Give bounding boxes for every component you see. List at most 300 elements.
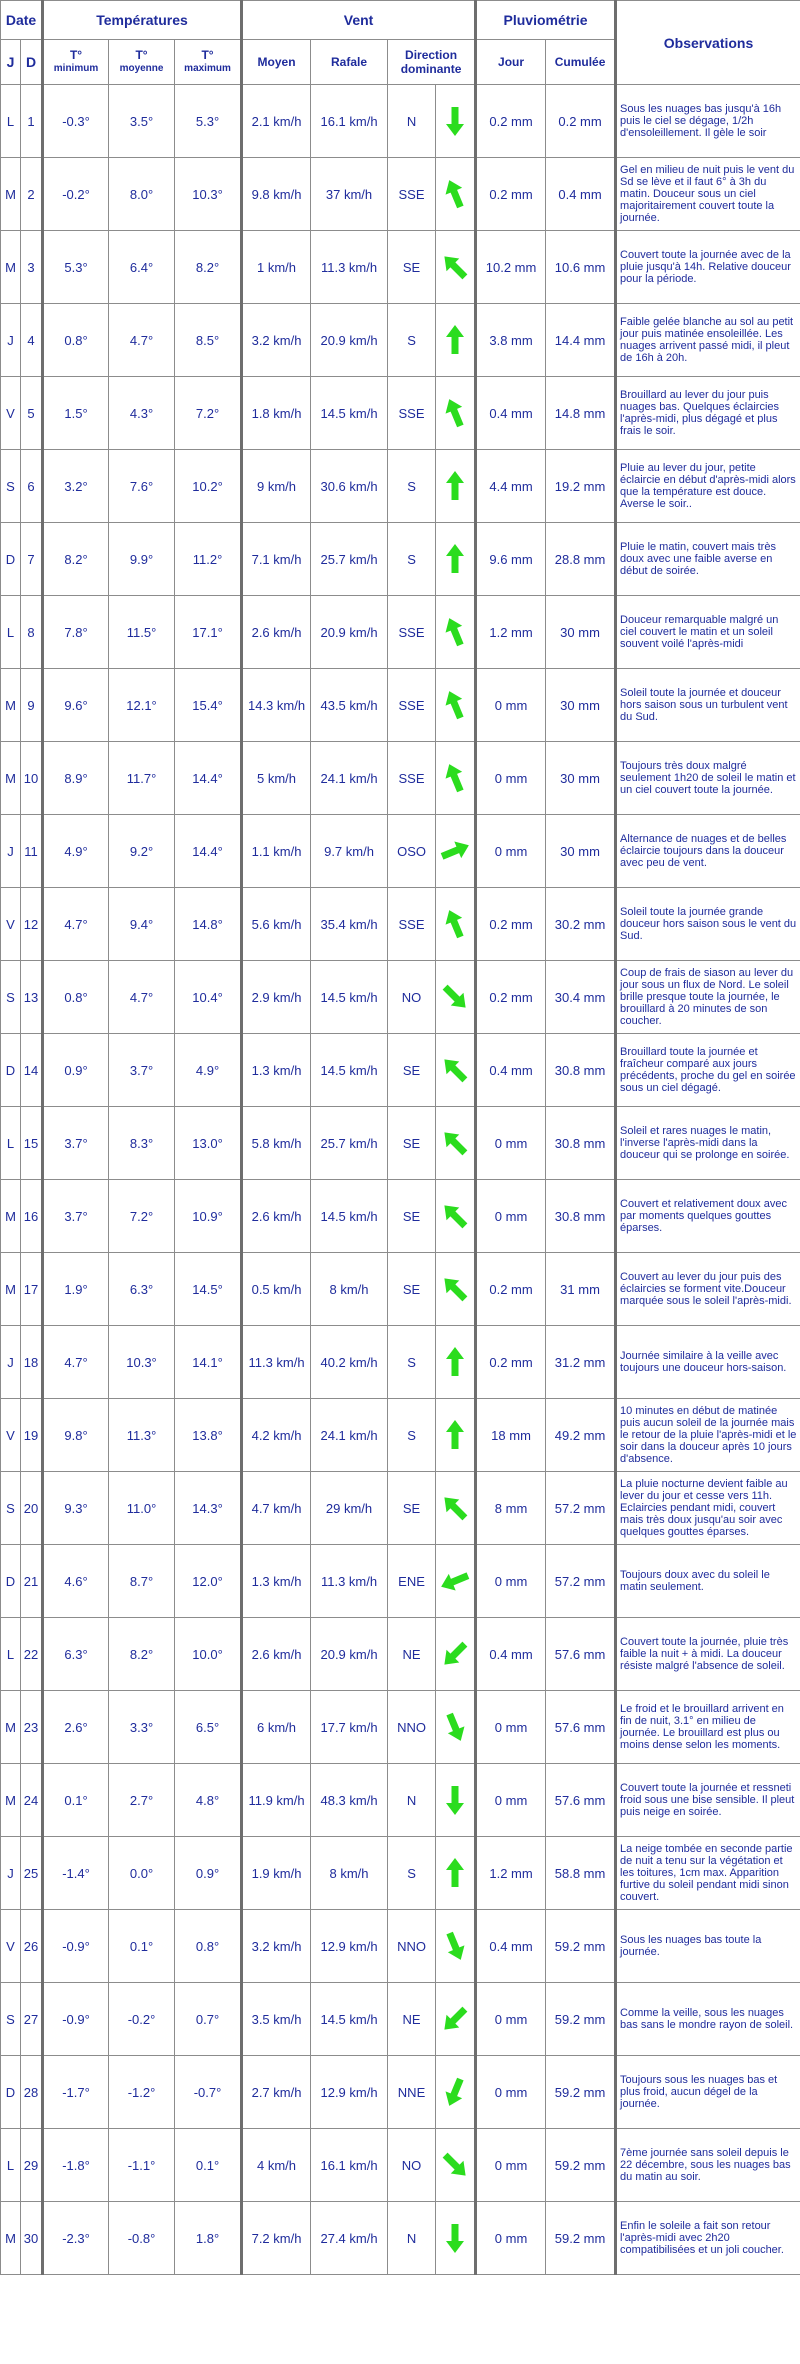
table-row bbox=[1, 669, 800, 742]
rain-cumulative: 57.2 mm bbox=[546, 1472, 616, 1545]
wind-avg: 11.9 km/h bbox=[242, 1764, 311, 1837]
rain-day: 0 mm bbox=[476, 1983, 546, 2056]
wind-gust: 20.9 km/h bbox=[311, 304, 388, 377]
day-of-week: J bbox=[1, 815, 21, 888]
wind-direction: NNO bbox=[388, 1910, 436, 1983]
day-number: 29 bbox=[21, 2129, 43, 2202]
wind-gust: 9.7 km/h bbox=[311, 815, 388, 888]
temp-max: 4.8° bbox=[175, 1764, 242, 1837]
day-of-week: M bbox=[1, 1180, 21, 1253]
wind-arrow-icon bbox=[436, 1326, 476, 1399]
table-row bbox=[1, 2056, 800, 2129]
day-number: 10 bbox=[21, 742, 43, 815]
wind-direction: S bbox=[388, 1837, 436, 1910]
observation: 7ème journée sans soleil depuis le 22 décembre, sous les nuages bas du matin au soir. bbox=[616, 2129, 800, 2202]
temp-min: 7.8° bbox=[43, 596, 109, 669]
observation: Enfin le soleile a fait son retour l'après-midi avec 2h20 compatibilisées et un joli coucher. bbox=[616, 2202, 800, 2275]
observation: Couvert toute la journée avec de la pluie jusqu'à 14h. Relative douceur pour la période. bbox=[616, 231, 800, 304]
rain-day: 0.4 mm bbox=[476, 1910, 546, 1983]
wind-gust: 20.9 km/h bbox=[311, 596, 388, 669]
wind-gust: 14.5 km/h bbox=[311, 1983, 388, 2056]
observation: Toujours très doux malgré seulement 1h20 de soleil le matin et un ciel couvert toute la journée. bbox=[616, 742, 800, 815]
wind-arrow-icon bbox=[436, 1034, 476, 1107]
temp-moy: 9.4° bbox=[109, 888, 175, 961]
temp-max: 0.1° bbox=[175, 2129, 242, 2202]
wind-gust: 29 km/h bbox=[311, 1472, 388, 1545]
table-row bbox=[1, 85, 800, 158]
wind-gust: 25.7 km/h bbox=[311, 1107, 388, 1180]
observation: Couvert toute la journée et ressneti froid sous une bise sensible. Il pleut puis neige en soirée. bbox=[616, 1764, 800, 1837]
wind-avg: 1.8 km/h bbox=[242, 377, 311, 450]
temp-moy: 4.7° bbox=[109, 304, 175, 377]
table-row bbox=[1, 2202, 800, 2275]
wind-gust: 8 km/h bbox=[311, 1253, 388, 1326]
temp-moy: 10.3° bbox=[109, 1326, 175, 1399]
wind-arrow-icon bbox=[436, 1837, 476, 1910]
table-row bbox=[1, 377, 800, 450]
day-of-week: S bbox=[1, 961, 21, 1034]
table-row bbox=[1, 1837, 800, 1910]
wind-gust: 40.2 km/h bbox=[311, 1326, 388, 1399]
temp-moy: 11.0° bbox=[109, 1472, 175, 1545]
temp-moy: 0.0° bbox=[109, 1837, 175, 1910]
wind-gust: 24.1 km/h bbox=[311, 1399, 388, 1472]
wind-avg: 1.1 km/h bbox=[242, 815, 311, 888]
wind-arrow-icon bbox=[436, 1107, 476, 1180]
temp-max: 5.3° bbox=[175, 85, 242, 158]
temp-max: 10.2° bbox=[175, 450, 242, 523]
table-row bbox=[1, 304, 800, 377]
day-of-week: V bbox=[1, 377, 21, 450]
rain-day: 0.4 mm bbox=[476, 377, 546, 450]
observation: Pluie au lever du jour, petite éclaircie en début d'après-midi alors que la température est douce. Averse le soir.. bbox=[616, 450, 800, 523]
rain-day: 0 mm bbox=[476, 669, 546, 742]
day-of-week: V bbox=[1, 888, 21, 961]
wind-arrow-icon bbox=[436, 815, 476, 888]
day-of-week: L bbox=[1, 596, 21, 669]
temp-moy: -0.8° bbox=[109, 2202, 175, 2275]
wind-arrow-icon bbox=[436, 1618, 476, 1691]
observation: Toujours sous les nuages bas et plus froid, aucun dégel de la journée. bbox=[616, 2056, 800, 2129]
wind-avg: 1.3 km/h bbox=[242, 1545, 311, 1618]
observation: Couvert au lever du jour puis des éclaircies se forment vite.Douceur marquée sous le soleil l'après-midi. bbox=[616, 1253, 800, 1326]
wind-gust: 16.1 km/h bbox=[311, 2129, 388, 2202]
wind-arrow-icon bbox=[436, 669, 476, 742]
wind-avg: 2.6 km/h bbox=[242, 1180, 311, 1253]
temp-min: 5.3° bbox=[43, 231, 109, 304]
table-row bbox=[1, 1107, 800, 1180]
rain-cumulative: 57.6 mm bbox=[546, 1764, 616, 1837]
wind-direction: SSE bbox=[388, 596, 436, 669]
temp-max: 1.8° bbox=[175, 2202, 242, 2275]
rain-cumulative: 57.6 mm bbox=[546, 1618, 616, 1691]
wind-gust: 14.5 km/h bbox=[311, 377, 388, 450]
temp-max: 14.8° bbox=[175, 888, 242, 961]
temp-max: 10.0° bbox=[175, 1618, 242, 1691]
table-row bbox=[1, 815, 800, 888]
temp-moy: 4.3° bbox=[109, 377, 175, 450]
day-number: 16 bbox=[21, 1180, 43, 1253]
temp-min: 3.2° bbox=[43, 450, 109, 523]
temp-max: 13.8° bbox=[175, 1399, 242, 1472]
rain-day: 1.2 mm bbox=[476, 596, 546, 669]
day-of-week: D bbox=[1, 523, 21, 596]
day-number: 7 bbox=[21, 523, 43, 596]
wind-avg: 9 km/h bbox=[242, 450, 311, 523]
wind-gust: 30.6 km/h bbox=[311, 450, 388, 523]
rain-day: 0 mm bbox=[476, 742, 546, 815]
wind-direction: S bbox=[388, 450, 436, 523]
wind-gust: 11.3 km/h bbox=[311, 1545, 388, 1618]
observation: Toujours doux avec du soleil le matin seulement. bbox=[616, 1545, 800, 1618]
wind-gust: 24.1 km/h bbox=[311, 742, 388, 815]
table-row bbox=[1, 158, 800, 231]
temp-max: 8.5° bbox=[175, 304, 242, 377]
temp-min: 3.7° bbox=[43, 1180, 109, 1253]
day-of-week: M bbox=[1, 158, 21, 231]
table-row bbox=[1, 1034, 800, 1107]
wind-direction: SSE bbox=[388, 742, 436, 815]
header-temperatures: Températures bbox=[43, 1, 242, 40]
day-number: 8 bbox=[21, 596, 43, 669]
day-of-week: J bbox=[1, 1326, 21, 1399]
observation: Couvert toute la journée, pluie très faible la nuit + à midi. La douceur résiste malgré l'absence de soleil. bbox=[616, 1618, 800, 1691]
temp-moy: 11.7° bbox=[109, 742, 175, 815]
wind-avg: 0.5 km/h bbox=[242, 1253, 311, 1326]
day-number: 13 bbox=[21, 961, 43, 1034]
temp-max: 0.9° bbox=[175, 1837, 242, 1910]
temp-max: 10.3° bbox=[175, 158, 242, 231]
temp-moy: 8.7° bbox=[109, 1545, 175, 1618]
rain-cumulative: 49.2 mm bbox=[546, 1399, 616, 1472]
wind-arrow-icon bbox=[436, 596, 476, 669]
day-number: 9 bbox=[21, 669, 43, 742]
temp-max: 7.2° bbox=[175, 377, 242, 450]
temp-min: 6.3° bbox=[43, 1618, 109, 1691]
observation: Le froid et le brouillard arrivent en fin de nuit, 3.1° en milieu de journée. Le brouillard est plus ou moins dense selon les moments. bbox=[616, 1691, 800, 1764]
wind-arrow-icon bbox=[436, 1983, 476, 2056]
wind-gust: 17.7 km/h bbox=[311, 1691, 388, 1764]
temp-moy: 8.2° bbox=[109, 1618, 175, 1691]
temp-min: -1.4° bbox=[43, 1837, 109, 1910]
temp-moy: 12.1° bbox=[109, 669, 175, 742]
wind-avg: 1 km/h bbox=[242, 231, 311, 304]
rain-day: 3.8 mm bbox=[476, 304, 546, 377]
temp-min: -0.2° bbox=[43, 158, 109, 231]
wind-direction: SE bbox=[388, 1472, 436, 1545]
day-number: 12 bbox=[21, 888, 43, 961]
day-of-week: V bbox=[1, 1399, 21, 1472]
temp-max: 10.4° bbox=[175, 961, 242, 1034]
rain-cumulative: 30 mm bbox=[546, 815, 616, 888]
wind-avg: 2.6 km/h bbox=[242, 596, 311, 669]
rain-day: 0.2 mm bbox=[476, 85, 546, 158]
wind-direction: NNE bbox=[388, 2056, 436, 2129]
rain-day: 0 mm bbox=[476, 2056, 546, 2129]
rain-cumulative: 0.2 mm bbox=[546, 85, 616, 158]
wind-arrow-icon bbox=[436, 304, 476, 377]
wind-direction: NO bbox=[388, 961, 436, 1034]
wind-arrow-icon bbox=[436, 1691, 476, 1764]
header-direction: Direction dominante bbox=[388, 40, 476, 85]
header-tmax: T° maximum bbox=[175, 40, 242, 85]
rain-cumulative: 14.8 mm bbox=[546, 377, 616, 450]
temp-max: 13.0° bbox=[175, 1107, 242, 1180]
observation: Gel en milieu de nuit puis le vent du Sd se lève et il faut 6° à 3h du matin. Douceur sous un ciel majoritairement couvert toute la journée. bbox=[616, 158, 800, 231]
wind-arrow-icon bbox=[436, 2202, 476, 2275]
temp-max: 14.4° bbox=[175, 815, 242, 888]
temp-min: 0.9° bbox=[43, 1034, 109, 1107]
temp-moy: 7.2° bbox=[109, 1180, 175, 1253]
temp-moy: 3.3° bbox=[109, 1691, 175, 1764]
rain-day: 0 mm bbox=[476, 1545, 546, 1618]
rain-day: 0.4 mm bbox=[476, 1034, 546, 1107]
wind-direction: SSE bbox=[388, 888, 436, 961]
temp-max: 11.2° bbox=[175, 523, 242, 596]
temp-max: 14.1° bbox=[175, 1326, 242, 1399]
day-of-week: M bbox=[1, 742, 21, 815]
rain-cumulative: 28.8 mm bbox=[546, 523, 616, 596]
wind-arrow-icon bbox=[436, 1180, 476, 1253]
day-number: 22 bbox=[21, 1618, 43, 1691]
day-number: 27 bbox=[21, 1983, 43, 2056]
temp-moy: 7.6° bbox=[109, 450, 175, 523]
table-body bbox=[1, 85, 800, 2275]
observation: Faible gelée blanche au sol au petit jour puis matinée ensoleillée. Les nuages arrivent passé midi, il pleut de 16h à 20h. bbox=[616, 304, 800, 377]
day-of-week: M bbox=[1, 1764, 21, 1837]
temp-max: -0.7° bbox=[175, 2056, 242, 2129]
wind-gust: 11.3 km/h bbox=[311, 231, 388, 304]
wind-gust: 37 km/h bbox=[311, 158, 388, 231]
temp-min: 0.8° bbox=[43, 304, 109, 377]
observation: Couvert et relativement doux avec par moments quelques gouttes éparses. bbox=[616, 1180, 800, 1253]
wind-gust: 14.5 km/h bbox=[311, 1180, 388, 1253]
wind-avg: 4.7 km/h bbox=[242, 1472, 311, 1545]
table-row bbox=[1, 231, 800, 304]
rain-day: 18 mm bbox=[476, 1399, 546, 1472]
header-pluie-cumulee: Cumulée bbox=[546, 40, 616, 85]
day-number: 23 bbox=[21, 1691, 43, 1764]
wind-direction: SSE bbox=[388, 377, 436, 450]
day-number: 4 bbox=[21, 304, 43, 377]
day-number: 19 bbox=[21, 1399, 43, 1472]
day-of-week: D bbox=[1, 2056, 21, 2129]
header-pluie-jour: Jour bbox=[476, 40, 546, 85]
day-of-week: S bbox=[1, 1983, 21, 2056]
temp-min: 0.1° bbox=[43, 1764, 109, 1837]
observation: Alternance de nuages et de belles éclaircie toujours dans la douceur avec peu de vent. bbox=[616, 815, 800, 888]
temp-max: 12.0° bbox=[175, 1545, 242, 1618]
observation: Soleil toute la journée et douceur hors saison sous un turbulent vent du Sud. bbox=[616, 669, 800, 742]
day-of-week: L bbox=[1, 85, 21, 158]
temp-max: 10.9° bbox=[175, 1180, 242, 1253]
day-of-week: D bbox=[1, 1034, 21, 1107]
rain-cumulative: 59.2 mm bbox=[546, 2056, 616, 2129]
wind-arrow-icon bbox=[436, 85, 476, 158]
observation: Pluie le matin, couvert mais très doux avec une faible averse en début de soirée. bbox=[616, 523, 800, 596]
table-row bbox=[1, 1253, 800, 1326]
temp-min: 9.8° bbox=[43, 1399, 109, 1472]
rain-day: 0 mm bbox=[476, 815, 546, 888]
wind-direction: N bbox=[388, 1764, 436, 1837]
temp-moy: 6.3° bbox=[109, 1253, 175, 1326]
rain-cumulative: 57.6 mm bbox=[546, 1691, 616, 1764]
wind-avg: 6 km/h bbox=[242, 1691, 311, 1764]
day-number: 2 bbox=[21, 158, 43, 231]
day-of-week: S bbox=[1, 450, 21, 523]
table-row bbox=[1, 742, 800, 815]
wind-gust: 20.9 km/h bbox=[311, 1618, 388, 1691]
temp-max: 14.4° bbox=[175, 742, 242, 815]
rain-day: 0 mm bbox=[476, 1107, 546, 1180]
rain-cumulative: 59.2 mm bbox=[546, 2202, 616, 2275]
table-row bbox=[1, 888, 800, 961]
temp-moy: 3.7° bbox=[109, 1034, 175, 1107]
wind-direction: S bbox=[388, 1326, 436, 1399]
observation: Soleil toute la journée grande douceur hors saison sous le vent du Sud. bbox=[616, 888, 800, 961]
rain-day: 0.2 mm bbox=[476, 1253, 546, 1326]
table-row bbox=[1, 1910, 800, 1983]
wind-avg: 7.2 km/h bbox=[242, 2202, 311, 2275]
rain-cumulative: 59.2 mm bbox=[546, 2129, 616, 2202]
table-row bbox=[1, 1983, 800, 2056]
wind-avg: 4.2 km/h bbox=[242, 1399, 311, 1472]
rain-day: 0 mm bbox=[476, 1691, 546, 1764]
wind-avg: 5.8 km/h bbox=[242, 1107, 311, 1180]
wind-direction: N bbox=[388, 85, 436, 158]
table-row bbox=[1, 2129, 800, 2202]
wind-avg: 1.3 km/h bbox=[242, 1034, 311, 1107]
header-vent: Vent bbox=[242, 1, 476, 40]
observation: Comme la veille, sous les nuages bas sans le mondre rayon de soleil. bbox=[616, 1983, 800, 2056]
day-of-week: J bbox=[1, 1837, 21, 1910]
day-number: 25 bbox=[21, 1837, 43, 1910]
day-of-week: L bbox=[1, 1618, 21, 1691]
day-of-week: D bbox=[1, 1545, 21, 1618]
temp-min: 4.7° bbox=[43, 888, 109, 961]
day-number: 3 bbox=[21, 231, 43, 304]
temp-max: 0.7° bbox=[175, 1983, 242, 2056]
wind-direction: NE bbox=[388, 1618, 436, 1691]
rain-cumulative: 31 mm bbox=[546, 1253, 616, 1326]
day-of-week: M bbox=[1, 231, 21, 304]
temp-moy: 3.5° bbox=[109, 85, 175, 158]
temp-min: 9.6° bbox=[43, 669, 109, 742]
observation: Douceur remarquable malgré un ciel couvert le matin et un soleil souvent voilé l'après-midi bbox=[616, 596, 800, 669]
header-tmin: T° minimum bbox=[43, 40, 109, 85]
header-tmoy: T° moyenne bbox=[109, 40, 175, 85]
temp-max: 8.2° bbox=[175, 231, 242, 304]
table-row bbox=[1, 1618, 800, 1691]
observation: La neige tombée en seconde partie de nuit a tenu sur la végétation et les toitures, 1cm max. Apparition furtive du soleil pendant midi sinon couvert. bbox=[616, 1837, 800, 1910]
rain-day: 0.2 mm bbox=[476, 961, 546, 1034]
temp-min: -1.7° bbox=[43, 2056, 109, 2129]
wind-direction: S bbox=[388, 304, 436, 377]
wind-avg: 5 km/h bbox=[242, 742, 311, 815]
wind-gust: 48.3 km/h bbox=[311, 1764, 388, 1837]
wind-arrow-icon bbox=[436, 523, 476, 596]
rain-day: 0.2 mm bbox=[476, 888, 546, 961]
wind-avg: 5.6 km/h bbox=[242, 888, 311, 961]
temp-max: 6.5° bbox=[175, 1691, 242, 1764]
day-of-week: J bbox=[1, 304, 21, 377]
day-of-week: M bbox=[1, 2202, 21, 2275]
wind-gust: 27.4 km/h bbox=[311, 2202, 388, 2275]
day-number: 28 bbox=[21, 2056, 43, 2129]
wind-arrow-icon bbox=[436, 1253, 476, 1326]
rain-cumulative: 59.2 mm bbox=[546, 1983, 616, 2056]
rain-cumulative: 30.4 mm bbox=[546, 961, 616, 1034]
rain-cumulative: 10.6 mm bbox=[546, 231, 616, 304]
day-of-week: L bbox=[1, 1107, 21, 1180]
header-observations: Observations bbox=[616, 1, 800, 85]
wind-arrow-icon bbox=[436, 1399, 476, 1472]
rain-day: 0.2 mm bbox=[476, 1326, 546, 1399]
wind-direction: SSE bbox=[388, 158, 436, 231]
table-row bbox=[1, 523, 800, 596]
wind-direction: SE bbox=[388, 1180, 436, 1253]
day-number: 20 bbox=[21, 1472, 43, 1545]
day-number: 11 bbox=[21, 815, 43, 888]
day-number: 21 bbox=[21, 1545, 43, 1618]
table-row bbox=[1, 1764, 800, 1837]
temp-max: 14.5° bbox=[175, 1253, 242, 1326]
wind-direction: S bbox=[388, 523, 436, 596]
wind-gust: 16.1 km/h bbox=[311, 85, 388, 158]
table-row bbox=[1, 1545, 800, 1618]
temp-moy: -1.2° bbox=[109, 2056, 175, 2129]
temp-moy: 2.7° bbox=[109, 1764, 175, 1837]
table-row bbox=[1, 1180, 800, 1253]
wind-avg: 2.9 km/h bbox=[242, 961, 311, 1034]
wind-arrow-icon bbox=[436, 1545, 476, 1618]
day-of-week: L bbox=[1, 2129, 21, 2202]
wind-avg: 2.1 km/h bbox=[242, 85, 311, 158]
wind-gust: 25.7 km/h bbox=[311, 523, 388, 596]
observation: Coup de frais de siason au lever du jour sous un flux de Nord. Le soleil brille presque toute la journée, le brouillard à 20 minutes de son coucher. bbox=[616, 961, 800, 1034]
wind-gust: 12.9 km/h bbox=[311, 2056, 388, 2129]
day-of-week: M bbox=[1, 669, 21, 742]
wind-avg: 14.3 km/h bbox=[242, 669, 311, 742]
wind-direction: NO bbox=[388, 2129, 436, 2202]
temp-max: 15.4° bbox=[175, 669, 242, 742]
rain-cumulative: 59.2 mm bbox=[546, 1910, 616, 1983]
rain-cumulative: 30 mm bbox=[546, 742, 616, 815]
wind-arrow-icon bbox=[436, 231, 476, 304]
temp-min: 4.7° bbox=[43, 1326, 109, 1399]
rain-cumulative: 19.2 mm bbox=[546, 450, 616, 523]
observation: Brouillard au lever du jour puis nuages bas. Quelques éclaircies l'après-midi, plus dégagé et plus frais le soir. bbox=[616, 377, 800, 450]
observation: La pluie nocturne devient faible au lever du jour et cesse vers 11h. Eclaircies pendant midi, couvert mais très doux jusqu'au soir avec quelques gouttes éparses. bbox=[616, 1472, 800, 1545]
rain-day: 0.2 mm bbox=[476, 158, 546, 231]
table-row bbox=[1, 450, 800, 523]
wind-avg: 2.6 km/h bbox=[242, 1618, 311, 1691]
temp-moy: 9.9° bbox=[109, 523, 175, 596]
wind-direction: SE bbox=[388, 1107, 436, 1180]
table-row bbox=[1, 596, 800, 669]
wind-arrow-icon bbox=[436, 961, 476, 1034]
temp-moy: -0.2° bbox=[109, 1983, 175, 2056]
rain-cumulative: 30.2 mm bbox=[546, 888, 616, 961]
day-number: 6 bbox=[21, 450, 43, 523]
wind-avg: 2.7 km/h bbox=[242, 2056, 311, 2129]
wind-gust: 12.9 km/h bbox=[311, 1910, 388, 1983]
observation: Sous les nuages bas jusqu'à 16h puis le ciel se dégage, 1/2h d'ensoleillement. Il gèle le soir bbox=[616, 85, 800, 158]
observation: Sous les nuages bas toute la journée. bbox=[616, 1910, 800, 1983]
wind-avg: 3.5 km/h bbox=[242, 1983, 311, 2056]
wind-avg: 9.8 km/h bbox=[242, 158, 311, 231]
wind-arrow-icon bbox=[436, 888, 476, 961]
